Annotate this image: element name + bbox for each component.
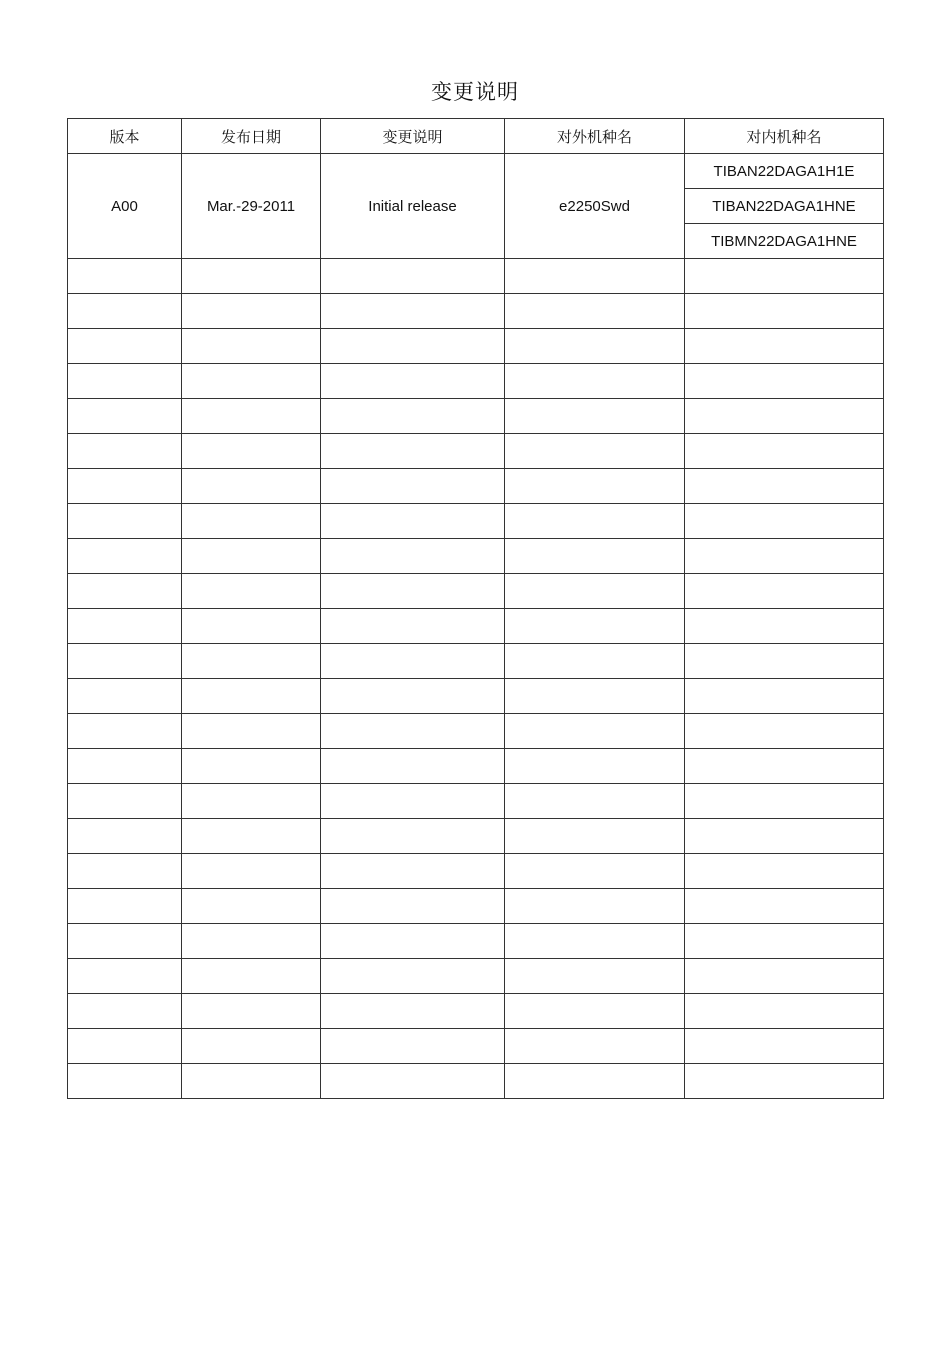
empty-cell [182,609,321,644]
empty-cell [505,994,685,1029]
empty-cell [505,1064,685,1099]
empty-cell [685,819,884,854]
empty-cell [68,854,182,889]
empty-cell [321,959,505,994]
header-external-model: 对外机种名 [505,119,685,154]
empty-cell [505,259,685,294]
empty-cell [68,714,182,749]
empty-cell [321,1029,505,1064]
empty-table-row [68,329,884,364]
empty-cell [685,574,884,609]
empty-cell [182,784,321,819]
header-internal-model: 对内机种名 [685,119,884,154]
empty-cell [68,1064,182,1099]
empty-cell [68,364,182,399]
empty-cell [321,714,505,749]
empty-cell [685,259,884,294]
empty-cell [182,434,321,469]
cell-internal-model: TIBAN22DAGA1HNE [685,189,884,224]
empty-cell [685,504,884,539]
empty-cell [321,1064,505,1099]
empty-cell [505,714,685,749]
empty-cell [182,399,321,434]
header-version: 版本 [68,119,182,154]
empty-cell [321,749,505,784]
empty-cell [68,679,182,714]
empty-cell [321,644,505,679]
empty-table-row [68,609,884,644]
empty-cell [505,469,685,504]
empty-cell [182,364,321,399]
empty-cell [68,294,182,329]
empty-table-row [68,679,884,714]
empty-cell [321,469,505,504]
document-title: 变更说明 [431,80,519,104]
empty-cell [68,259,182,294]
cell-change-description: Initial release [321,154,505,259]
empty-cell [182,294,321,329]
empty-cell [68,889,182,924]
empty-table-row [68,714,884,749]
empty-cell [685,1064,884,1099]
empty-cell [685,924,884,959]
empty-table-row [68,259,884,294]
empty-cell [182,329,321,364]
empty-table-row [68,469,884,504]
cell-internal-model: TIBAN22DAGA1H1E [685,154,884,189]
empty-cell [685,749,884,784]
empty-cell [685,854,884,889]
empty-cell [68,924,182,959]
empty-cell [182,1029,321,1064]
empty-cell [505,644,685,679]
empty-cell [321,364,505,399]
empty-cell [68,994,182,1029]
empty-cell [321,259,505,294]
cell-release-date: Mar.-29-2011 [182,154,321,259]
empty-cell [685,1029,884,1064]
empty-cell [685,994,884,1029]
empty-cell [182,679,321,714]
empty-cell [182,889,321,924]
empty-cell [321,679,505,714]
empty-cell [685,959,884,994]
empty-cell [68,749,182,784]
empty-cell [68,574,182,609]
empty-cell [685,329,884,364]
empty-cell [685,609,884,644]
empty-cell [505,819,685,854]
empty-cell [505,749,685,784]
empty-cell [68,469,182,504]
empty-cell [68,644,182,679]
empty-cell [505,679,685,714]
empty-cell [685,539,884,574]
empty-cell [182,924,321,959]
empty-cell [321,819,505,854]
empty-cell [68,959,182,994]
cell-internal-model: TIBMN22DAGA1HNE [685,224,884,259]
empty-cell [321,609,505,644]
empty-cell [505,609,685,644]
empty-cell [68,1029,182,1064]
empty-cell [321,994,505,1029]
empty-cell [505,364,685,399]
empty-cell [321,504,505,539]
empty-cell [685,644,884,679]
empty-cell [505,399,685,434]
empty-cell [321,294,505,329]
empty-table-row [68,1029,884,1064]
empty-table-row [68,644,884,679]
empty-cell [68,819,182,854]
empty-table-row [68,819,884,854]
empty-cell [182,749,321,784]
empty-cell [505,434,685,469]
empty-cell [321,854,505,889]
empty-cell [68,539,182,574]
empty-cell [182,1064,321,1099]
empty-cell [321,889,505,924]
empty-cell [321,399,505,434]
empty-table-row [68,959,884,994]
empty-table-row [68,294,884,329]
empty-cell [685,469,884,504]
empty-table-row [68,399,884,434]
cell-external-model: e2250Swd [505,154,685,259]
empty-cell [505,294,685,329]
empty-cell [182,539,321,574]
revision-history-table [67,118,884,1099]
empty-cell [321,329,505,364]
empty-table-row [68,784,884,819]
empty-cell [321,784,505,819]
empty-cell [321,574,505,609]
empty-cell [321,924,505,959]
empty-cell [321,539,505,574]
empty-cell [505,889,685,924]
empty-table-row [68,889,884,924]
empty-cell [68,609,182,644]
empty-cell [182,259,321,294]
empty-cell [182,994,321,1029]
empty-table-row [68,364,884,399]
empty-cell [182,714,321,749]
empty-cell [505,854,685,889]
empty-cell [505,574,685,609]
empty-cell [182,644,321,679]
empty-table-row [68,749,884,784]
empty-table-row [68,434,884,469]
empty-cell [685,399,884,434]
empty-cell [182,854,321,889]
empty-table-row [68,1064,884,1099]
empty-cell [68,434,182,469]
empty-cell [505,924,685,959]
empty-cell [685,679,884,714]
empty-cell [68,399,182,434]
empty-cell [505,329,685,364]
empty-cell [182,469,321,504]
empty-cell [685,294,884,329]
table-header-row [68,119,884,154]
empty-table-row [68,504,884,539]
empty-cell [68,784,182,819]
empty-cell [68,504,182,539]
empty-cell [685,714,884,749]
empty-table-row [68,539,884,574]
empty-table-row [68,574,884,609]
empty-cell [685,889,884,924]
empty-table-row [68,924,884,959]
empty-cell [321,434,505,469]
empty-cell [505,539,685,574]
header-release-date: 发布日期 [182,119,321,154]
empty-cell [505,1029,685,1064]
empty-cell [685,784,884,819]
empty-cell [182,959,321,994]
cell-version: A00 [68,154,182,259]
empty-cell [505,959,685,994]
empty-cell [505,504,685,539]
empty-table-row [68,854,884,889]
table-row [68,154,884,189]
empty-cell [685,364,884,399]
empty-table-row [68,994,884,1029]
empty-cell [182,504,321,539]
empty-cell [68,329,182,364]
empty-cell [182,819,321,854]
empty-cell [182,574,321,609]
empty-cell [505,784,685,819]
empty-cell [685,434,884,469]
header-change-description: 变更说明 [321,119,505,154]
